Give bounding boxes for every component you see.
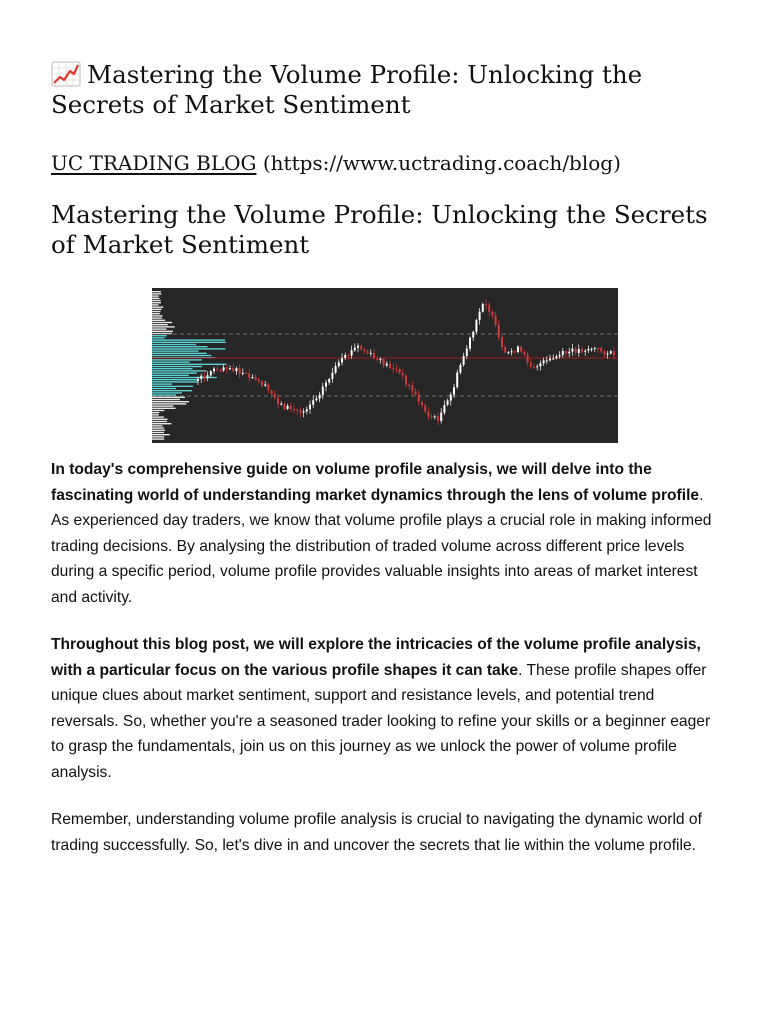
closing-paragraph xyxy=(51,807,723,858)
overview-text: . These profile shapes offer unique clues about market sentiment, support and resistance levels, and potential trend reversals. So, whether you're a seasoned trader looking to refine your skills or a beginner eager to grasp the fundamentals, join us on this journey as we unlock the power of volume profile analysis. xyxy=(51,661,711,781)
closing-text: Remember, understanding volume profile analysis is crucial to navigating the dynamic world of trading successfully. So, let's dive in and uncover the secrets that lie within the volume profile. xyxy=(51,811,702,854)
blog-url: (https://www.uctrading.coach/blog) xyxy=(262,151,621,175)
overview-bold: Throughout this blog post, we will explore the intricacies of the volume profile analysis, with a particular focus on the various profile shapes it can take xyxy=(51,636,701,679)
chart-image-svg xyxy=(152,288,618,443)
intro-paragraph xyxy=(51,457,723,610)
document-title xyxy=(51,60,731,120)
source-line xyxy=(51,150,741,176)
volume-profile-chart-image xyxy=(152,288,618,443)
intro-bold: In today's comprehensive guide on volume profile analysis, we will delve into the fascinating world of understanding market dynamics through the lens of volume profile xyxy=(51,461,700,504)
overview-paragraph xyxy=(51,632,723,785)
chart-increasing-icon xyxy=(51,61,81,87)
blog-link[interactable]: UC TRADING BLOG xyxy=(51,151,257,175)
intro-text: . As experienced day traders, we know that volume profile plays a crucial role in making informed trading decisions. By analysing the distribution of traded volume across different price levels during a specific period, volume profile provides valuable insights into areas of market interest and activity. xyxy=(51,486,712,606)
article-title: Mastering the Volume Profile: Unlocking the Secrets of Market Sentiment xyxy=(51,200,708,259)
document-title-text: Mastering the Volume Profile: Unlocking the Secrets of Market Sentiment xyxy=(51,60,643,119)
